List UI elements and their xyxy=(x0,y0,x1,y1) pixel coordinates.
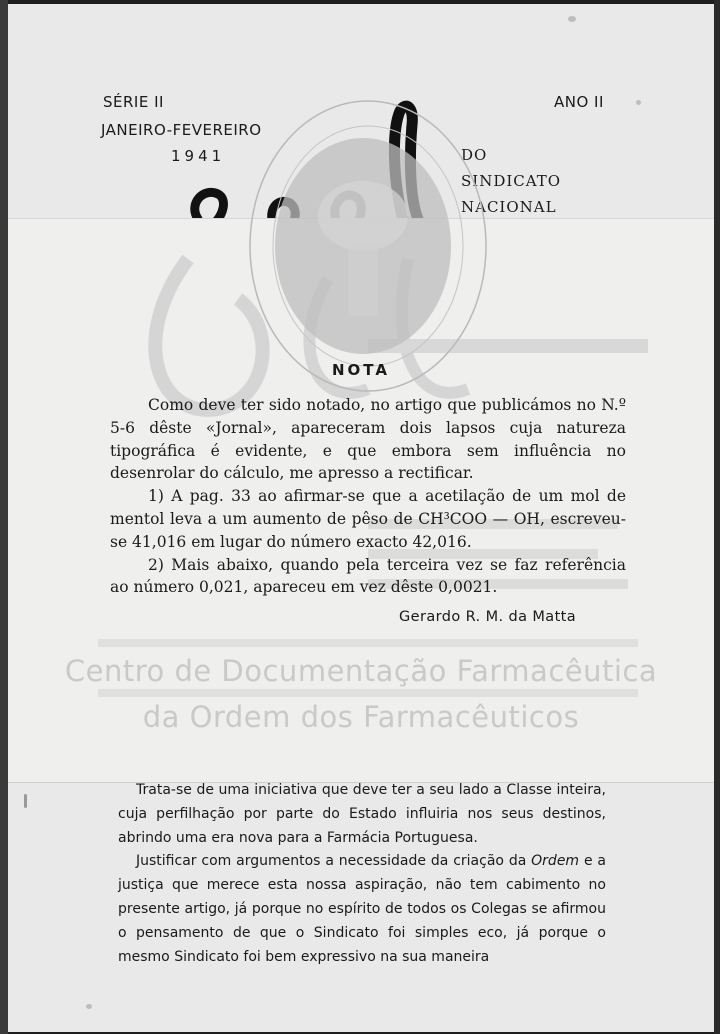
year-label: 1941 xyxy=(171,147,226,165)
signature: Gerardo R. M. da Matta xyxy=(399,609,577,625)
org-line-1: DO xyxy=(461,146,488,164)
months-label: JANEIRO-FEVEREIRO xyxy=(101,121,262,139)
page-edge-right xyxy=(714,0,720,1034)
serie-label: SÉRIE II xyxy=(103,93,164,111)
article-paragraph-2-start: Justificar com argumentos a necessidade da criação da xyxy=(136,853,532,870)
nota-paragraph-2: 1) A pag. 33 ao afirmar-se que a acetilação de um mol de mentol leva a um aumento de pêso de CH³COO — OH, escreveu-se 41,016 em lugar do número exacto 42,016. xyxy=(110,487,626,551)
paper-speck xyxy=(86,1004,92,1009)
nota-heading: NOTA xyxy=(332,361,390,379)
pharmacy-seal-stamp xyxy=(248,96,488,396)
article-body xyxy=(118,779,606,969)
nota-paragraph-1: Como deve ter sido notado, no artigo que publicámos no N.º 5-6 dêste «Jornal», apareceram dois lapsos cuja natureza tipográfica é evidente, e que embora sem influência no desenrolar do cálculo, me apresso a rectificar. xyxy=(110,396,626,483)
org-line-2: SINDICATO xyxy=(461,172,562,190)
page-edge-left xyxy=(0,0,8,1034)
paper-speck xyxy=(636,100,641,105)
paper-speck xyxy=(568,16,576,22)
nota-paragraph-3: 2) Mais abaixo, quando pela terceira vez se faz referência ao número 0,021, apareceu em vez dêste 0,0021. xyxy=(110,555,626,597)
volume-label: ANO II xyxy=(554,93,604,111)
watermark-line-2: da Ordem dos Farmacêuticos xyxy=(142,700,580,734)
document-page xyxy=(8,4,714,1032)
article-paragraph-2 xyxy=(118,850,606,969)
ordem-emphasis: Ordem xyxy=(531,853,580,870)
nota-body xyxy=(110,394,626,599)
watermark-line-1: Centro de Documentação Farmacêutica xyxy=(64,654,658,688)
article-paragraph-1: Trata-se de uma iniciativa que deve ter a seu lado a Classe inteira, cuja perfilhação por parte do Estado influiria nos seus destinos, abrindo uma era nova para a Farmácia Portuguesa. xyxy=(118,782,606,846)
paper-speck xyxy=(24,794,27,808)
org-line-3: NACIONAL xyxy=(461,198,557,216)
article-paragraph-2-rest: e a justiça que merece esta nossa aspiração, não tem cabimento no presente artigo, já porque no espírito de todos os Colegas se afirmou o pensamento de que o Sindicato foi simples eco, já porque o mesmo Sindicato foi bem expressivo na sua maneira xyxy=(118,853,606,965)
